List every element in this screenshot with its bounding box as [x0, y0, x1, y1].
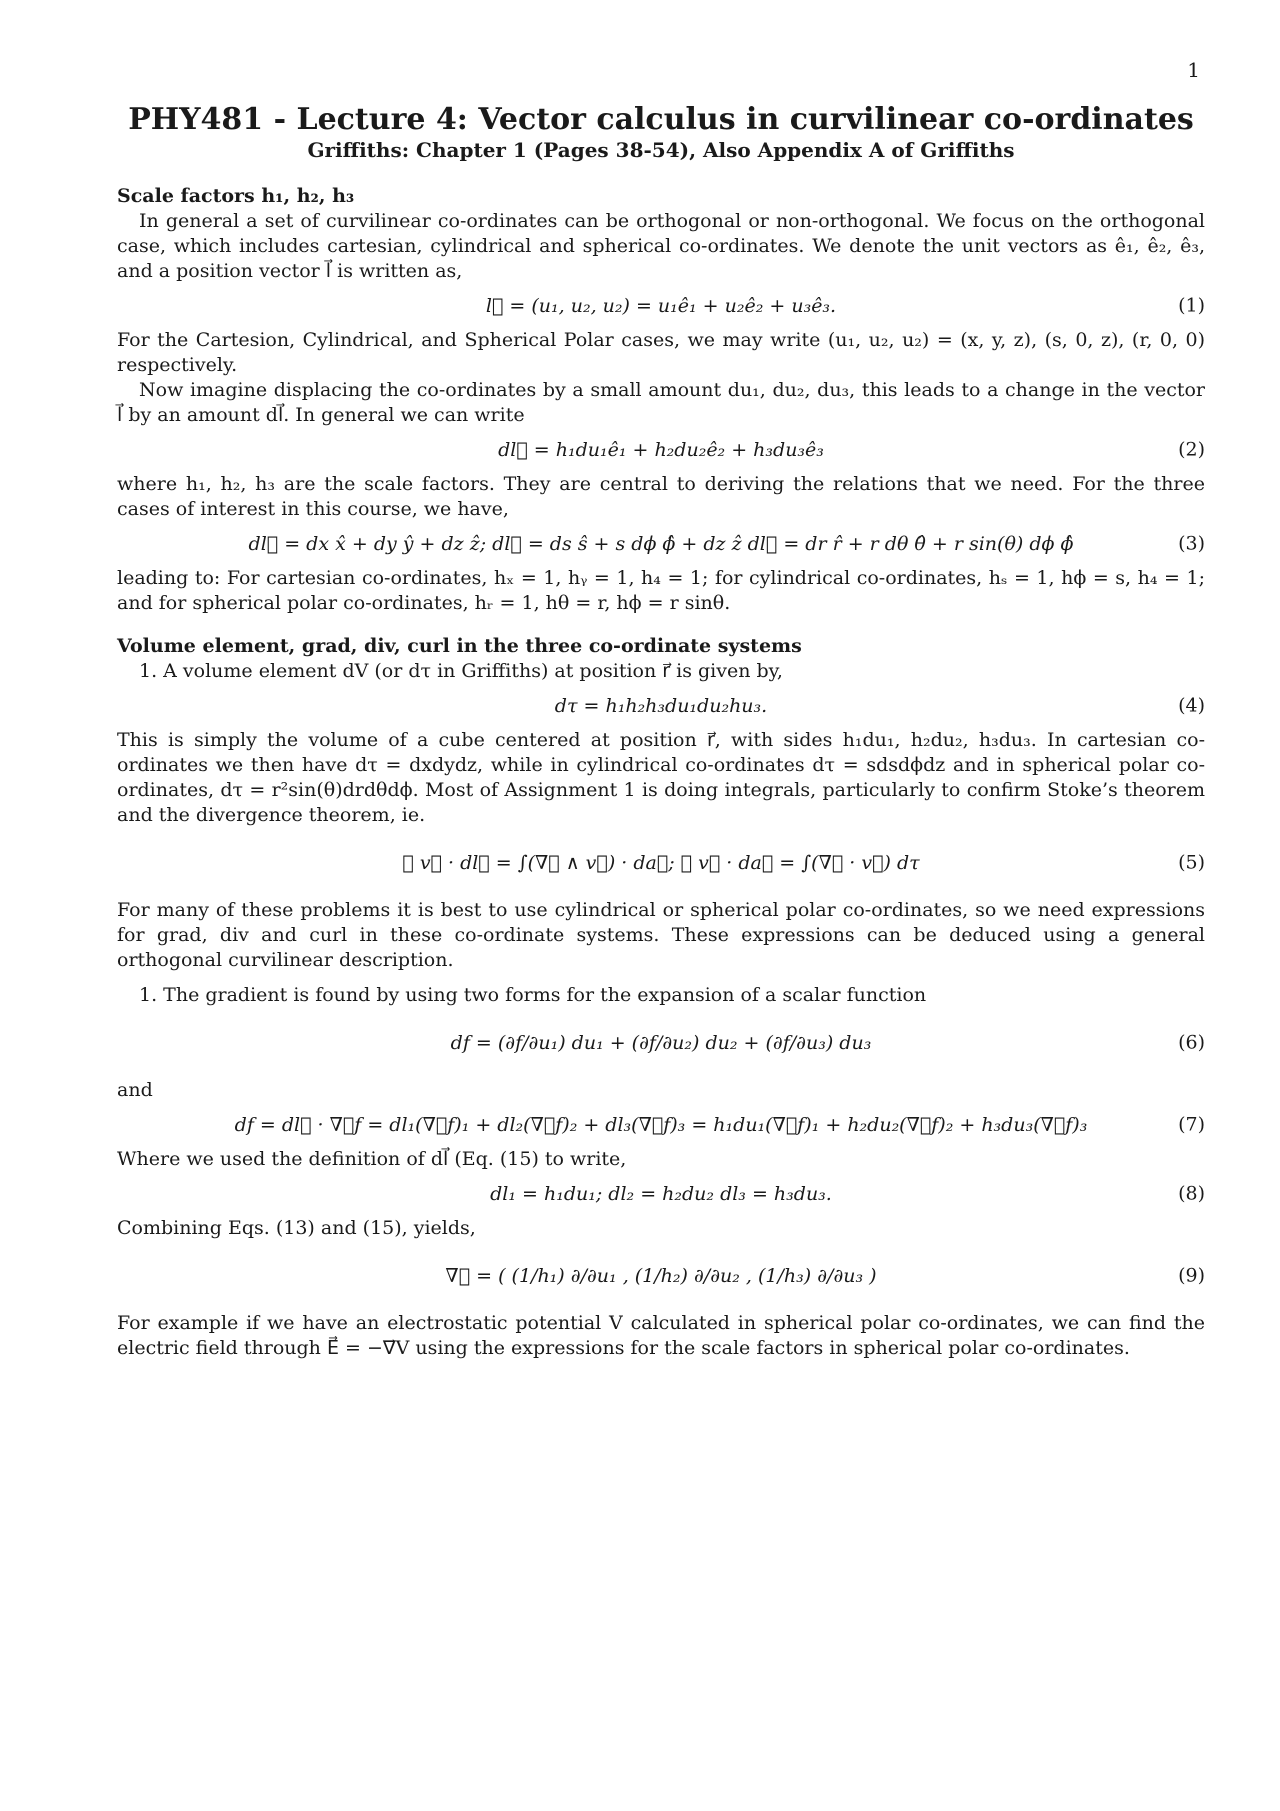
equation-number: (9) — [1178, 1264, 1205, 1287]
equation-number: (1) — [1178, 294, 1205, 317]
paragraph: In general a set of curvilinear co-ordinates can be orthogonal or non-orthogonal. We focus on the orthogonal case, which includes cartesian, cylindrical and spherical co-ordinates. We denote the unit vectors as ê₁, ê₂, ê₃, and a position vector l⃗ is written as, — [117, 210, 1205, 282]
equation-text: df = (∂f/∂u₁) du₁ + (∂f/∂u₂) du₂ + (∂f/∂u₃) du₃ — [450, 1031, 872, 1054]
page-number: 1 — [1187, 58, 1200, 82]
equation-text: l⃗ = (u₁, u₂, u₂) = u₁ê₁ + u₂ê₂ + u₃ê₃. — [485, 294, 837, 317]
equation-number: (4) — [1178, 694, 1205, 717]
paragraph: For example if we have an electrostatic potential V calculated in spherical polar co-ordinates, we can find the electric field through E⃗ = −∇⃗V using the expressions for the scale factors in spherical polar co-ordinates. — [117, 1312, 1205, 1359]
paragraph: and — [117, 1079, 153, 1101]
equation-text: ∇⃗ = ( (1/h₁) ∂/∂u₁ , (1/h₂) ∂/∂u₂ , (1/h₃) ∂/∂u₃ ) — [445, 1264, 877, 1287]
paragraph: This is simply the volume of a cube centered at position r⃗, with sides h₁du₁, h₂du₂, h₃du₃. In cartesian co-ordinates we then have dτ = dxdydz, while in cylindrical co-ordinates dτ = sdsdϕdz and in spherical polar co-ordinates, dτ = r²sin(θ)drdθdϕ. Most of Assignment 1 is doing integrals, particularly to confirm Stoke’s theorem and the divergence theorem, ie. — [117, 729, 1205, 826]
equation-number: (7) — [1178, 1113, 1205, 1136]
equation-number: (3) — [1178, 532, 1205, 555]
equation-6 — [117, 1008, 1205, 1078]
paragraph: Now imagine displacing the co-ordinates by a small amount du₁, du₂, du₃, this leads to a change in the vector l⃗ by an amount dl⃗. In general we can write — [117, 379, 1205, 426]
equation-text: dl₁ = h₁du₁; dl₂ = h₂du₂ dl₃ = h₃du₃. — [490, 1182, 832, 1205]
lecture-title: PHY481 - Lecture 4: Vector calculus in curvilinear co-ordinates — [128, 102, 1194, 137]
page-content — [117, 102, 1205, 1371]
title-block — [117, 102, 1205, 162]
list-item: 1. The gradient is found by using two forms for the expansion of a scalar function — [139, 984, 927, 1006]
equation-4 — [117, 684, 1205, 728]
equation-number: (5) — [1178, 851, 1205, 874]
equation-2 — [117, 428, 1205, 472]
paragraph: For the Cartesion, Cylindrical, and Spherical Polar cases, we may write (u₁, u₂, u₂) = (x, y, z), (s, 0, z), (r, 0, 0) respectively. — [117, 329, 1205, 376]
equation-number: (6) — [1178, 1031, 1205, 1054]
spacer — [117, 1361, 1205, 1371]
equation-9 — [117, 1241, 1205, 1311]
paragraph: leading to: For cartesian co-ordinates, hₓ = 1, hᵧ = 1, h₄ = 1; for cylindrical co-ordinates, hₛ = 1, hϕ = s, h₄ = 1; and for spherical polar co-ordinates, hᵣ = 1, hθ = r, hϕ = r sinθ. — [117, 567, 1205, 614]
equation-8 — [117, 1172, 1205, 1216]
paragraph: Where we used the definition of dl⃗ (Eq. (15) to write, — [117, 1148, 627, 1170]
equation-text: df = dl⃗ · ∇⃗f = dl₁(∇⃗f)₁ + dl₂(∇⃗f)₂ + dl₃(∇⃗f)₃ = h₁du₁(∇⃗f)₁ + h₂du₂(∇⃗f)₂ + h₃du₃(∇⃗f)₃ — [234, 1113, 1088, 1136]
paragraph: where h₁, h₂, h₃ are the scale factors. They are central to deriving the relations that we need. For the three cases of interest in this course, we have, — [117, 473, 1205, 520]
lecture-subtitle: Griffiths: Chapter 1 (Pages 38-54), Also Appendix A of Griffiths — [307, 138, 1015, 162]
paragraph: Combining Eqs. (13) and (15), yields, — [117, 1217, 476, 1239]
section-heading-volume-element: Volume element, grad, div, curl in the three co-ordinate systems — [117, 635, 802, 657]
equation-1 — [117, 284, 1205, 328]
equation-3 — [117, 522, 1205, 566]
paragraph: For many of these problems it is best to use cylindrical or spherical polar co-ordinates, so we need expressions for grad, div and curl in these co-ordinate systems. These expressions can be deduced using a general orthogonal curvilinear description. — [117, 899, 1205, 971]
equation-text: dl⃗ = dx x̂ + dy ŷ + dz ẑ; dl⃗ = ds ŝ + s dϕ ϕ̂ + dz ẑ dl⃗ = dr r̂ + r dθ θ̂ + r sin(θ) dϕ ϕ̂ — [248, 532, 1074, 555]
equation-number: (2) — [1178, 438, 1205, 461]
equation-text: ∮ v⃗ · dl⃗ = ∫(∇⃗ ∧ v⃗) · da⃗; ∮ v⃗ · da⃗ = ∫(∇⃗ · v⃗) dτ — [402, 851, 920, 874]
equation-5 — [117, 828, 1205, 898]
equation-number: (8) — [1178, 1182, 1205, 1205]
equation-text: dl⃗ = h₁du₁ê₁ + h₂du₂ê₂ + h₃du₃ê₃ — [498, 438, 824, 461]
section-heading-scale-factors: Scale factors h₁, h₂, h₃ — [117, 185, 355, 207]
equation-7 — [117, 1103, 1205, 1147]
equation-text: dτ = h₁h₂h₃du₁du₂hu₃. — [554, 694, 768, 717]
list-item: 1. A volume element dV (or dτ in Griffiths) at position r⃗ is given by, — [139, 660, 783, 682]
